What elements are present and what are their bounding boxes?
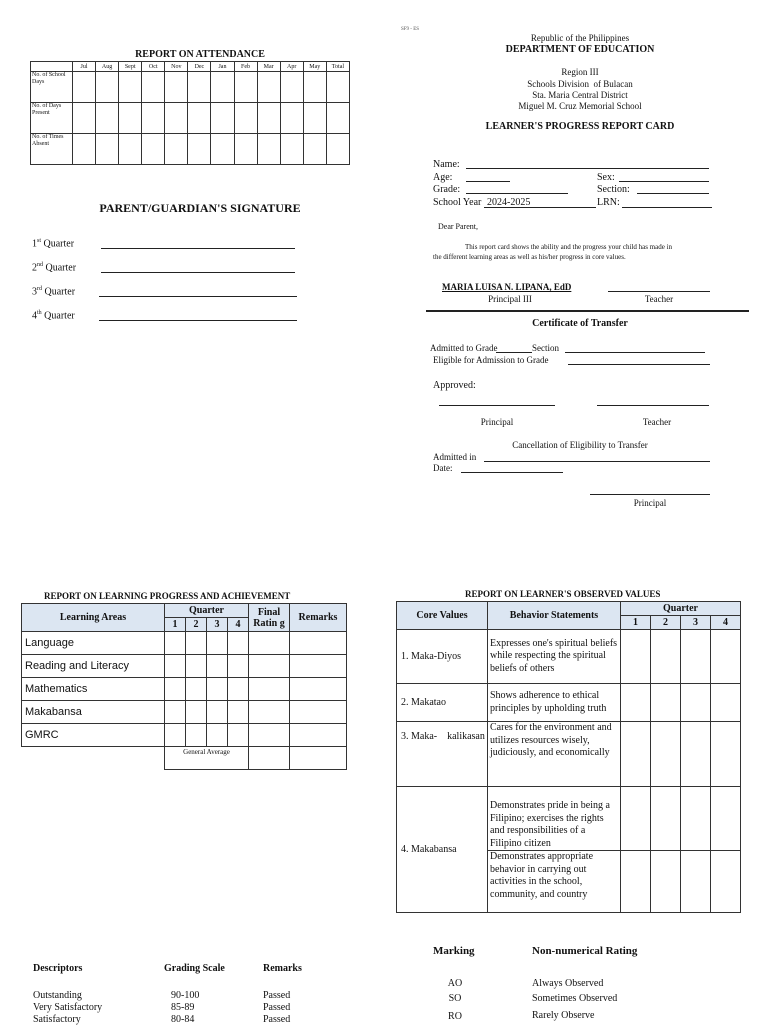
quarter-number: 1 <box>621 616 651 630</box>
value-cell[interactable] <box>711 630 741 684</box>
final-cell[interactable] <box>249 678 290 701</box>
month-header: Oct <box>142 62 165 72</box>
quarter-suffix: rd <box>37 286 42 292</box>
remarks-header: Remarks <box>290 604 347 632</box>
value-cell[interactable] <box>711 851 741 913</box>
grade-cell[interactable] <box>228 701 249 724</box>
grade-label: Grade: <box>433 184 461 195</box>
admitted-in-label: Admitted in <box>433 452 477 462</box>
attendance-cell[interactable] <box>211 134 234 165</box>
final-cell[interactable] <box>249 724 290 747</box>
mark: SO <box>448 993 462 1004</box>
general-average-cell[interactable] <box>249 747 290 770</box>
core-value: 2. Makatao <box>397 684 488 722</box>
attendance-cell[interactable] <box>142 72 165 103</box>
name-label: Name: <box>433 159 460 170</box>
name-input[interactable] <box>466 158 709 169</box>
name-field <box>433 159 460 170</box>
principal-label: Principal <box>480 417 514 427</box>
eligible-label: Eligible for Admission to Grade <box>433 355 549 365</box>
value-cell[interactable] <box>621 851 651 913</box>
attendance-cell[interactable] <box>326 134 349 165</box>
quarter-number: 2 <box>186 618 207 632</box>
scale: 80-84 <box>171 1014 195 1025</box>
division: Schools Division of Bulacan <box>527 79 633 89</box>
teacher-title: Teacher <box>644 294 674 304</box>
attendance-cell[interactable] <box>257 134 280 165</box>
attendance-cell[interactable] <box>188 72 211 103</box>
final-cell[interactable] <box>249 655 290 678</box>
teacher-label: Teacher <box>642 417 672 427</box>
remarks-header: Remarks <box>263 963 302 974</box>
quarter-label: Quarter <box>44 310 75 322</box>
behavior-statement: Shows adherence to ethical principles by upholding truth <box>488 684 621 722</box>
grade-cell[interactable] <box>207 678 228 701</box>
learning-table <box>21 603 347 770</box>
value-cell[interactable] <box>711 787 741 851</box>
remarks-cell[interactable] <box>290 632 347 655</box>
grade-cell[interactable] <box>165 632 186 655</box>
value-cell[interactable] <box>621 787 651 851</box>
attendance-cell[interactable] <box>326 72 349 103</box>
attendance-cell[interactable] <box>72 72 95 103</box>
grade-cell[interactable] <box>186 655 207 678</box>
value-cell[interactable] <box>681 684 711 722</box>
attendance-cell[interactable] <box>96 103 119 134</box>
republic: Republic of the Philippines <box>530 33 630 43</box>
behavior-statement: Demonstrates appropriate behavior in carrying out activities in the school, community, and country <box>488 851 621 913</box>
quarter-suffix: st <box>37 238 42 244</box>
learning-title: REPORT ON LEARNING PROGRESS AND ACHIEVEMENT <box>44 591 291 601</box>
attendance-cell[interactable] <box>280 103 303 134</box>
principal-label: Principal <box>633 498 667 508</box>
attendance-cell[interactable] <box>211 103 234 134</box>
learning-area: Makabansa <box>22 701 165 724</box>
rating: Sometimes Observed <box>532 993 618 1004</box>
behavior-statement: Demonstrates pride in being a Filipino; exercises the rights and responsibilities of a Filipino citizen <box>488 787 621 851</box>
school-year-value[interactable]: 2024-2025 <box>484 197 596 208</box>
remark: Passed <box>263 1002 291 1013</box>
month-header: Sept <box>119 62 142 72</box>
grade-cell[interactable] <box>228 678 249 701</box>
blank-cell <box>22 747 165 770</box>
value-cell[interactable] <box>711 722 741 787</box>
form-code: SF9 - ES <box>401 27 420 32</box>
section-label: Section: <box>597 184 630 195</box>
grade-input[interactable] <box>466 183 568 194</box>
approved-label: Approved: <box>433 380 476 391</box>
grade-cell[interactable] <box>207 701 228 724</box>
quarter-number: 1 <box>165 618 186 632</box>
cancellation-title: Cancellation of Eligibility to Transfer <box>512 440 648 450</box>
value-cell[interactable] <box>621 722 651 787</box>
descriptor: Outstanding <box>33 990 82 1001</box>
mark: RO <box>448 1011 462 1022</box>
grade-cell[interactable] <box>186 701 207 724</box>
grade-cell[interactable] <box>165 655 186 678</box>
attendance-cell[interactable] <box>234 134 257 165</box>
core-value: 3. Maka- kalikasan <box>397 722 488 787</box>
values-title: REPORT ON LEARNER'S OBSERVED VALUES <box>465 589 661 599</box>
remarks-cell[interactable] <box>290 678 347 701</box>
value-cell[interactable] <box>651 851 681 913</box>
month-header: Aug <box>96 62 119 72</box>
lrn-input[interactable] <box>622 196 712 208</box>
date-label: Date: <box>433 463 453 473</box>
attendance-cell[interactable] <box>96 72 119 103</box>
learning-area: Language <box>22 632 165 655</box>
quarter-number: 1 <box>32 238 37 250</box>
quarter-label: Quarter <box>43 238 75 250</box>
month-header: Nov <box>165 62 188 72</box>
signature-line[interactable] <box>101 238 295 249</box>
grade-cell[interactable] <box>207 724 228 747</box>
attendance-corner <box>31 62 73 72</box>
quarter-3-signature <box>32 286 75 297</box>
grade-cell[interactable] <box>186 632 207 655</box>
value-cell[interactable] <box>681 851 711 913</box>
attendance-row-label: No. of School Days <box>31 72 73 103</box>
month-header: May <box>303 62 326 72</box>
lrn-label: LRN: <box>597 197 620 208</box>
principal-title: Principal III <box>488 294 532 304</box>
grade-cell[interactable] <box>165 701 186 724</box>
date-input[interactable] <box>461 462 563 473</box>
attendance-title: REPORT ON ATTENDANCE <box>135 49 265 60</box>
school-name: Miguel M. Cruz Memorial School <box>518 101 642 111</box>
value-cell[interactable] <box>681 787 711 851</box>
attendance-cell[interactable] <box>211 72 234 103</box>
grade-cell[interactable] <box>165 724 186 747</box>
month-header: Dec <box>188 62 211 72</box>
salutation: Dear Parent, <box>438 222 478 231</box>
value-cell[interactable] <box>711 684 741 722</box>
month-header: Mar <box>257 62 280 72</box>
sex-label: Sex: <box>597 172 615 183</box>
scale: 85-89 <box>171 1002 195 1013</box>
descriptor: Satisfactory <box>33 1014 81 1025</box>
attendance-cell[interactable] <box>188 134 211 165</box>
attendance-cell[interactable] <box>96 134 119 165</box>
behavior-statement: Cares for the environment and utilizes resources wisely, judiciously, and economically <box>488 722 621 787</box>
quarter-number: 4 <box>711 616 741 630</box>
rating-header: Non-numerical Rating <box>532 945 638 957</box>
remark: Passed <box>263 1014 291 1025</box>
attendance-cell[interactable] <box>234 103 257 134</box>
descriptor: Very Satisfactory <box>33 1002 103 1013</box>
attendance-cell[interactable] <box>257 103 280 134</box>
admitted-grade-input[interactable] <box>496 342 532 353</box>
value-cell[interactable] <box>681 722 711 787</box>
attendance-cell[interactable] <box>303 134 326 165</box>
quarter-number: 3 <box>681 616 711 630</box>
signature-line[interactable] <box>99 286 297 297</box>
remarks-cell[interactable] <box>290 724 347 747</box>
attendance-cell[interactable] <box>188 103 211 134</box>
value-cell[interactable] <box>651 684 681 722</box>
age-label: Age: <box>433 172 453 183</box>
age-input[interactable] <box>466 171 510 182</box>
letter-body-1: This report card shows the ability and the progress your child has made in <box>465 243 673 251</box>
attendance-cell[interactable] <box>72 103 95 134</box>
attendance-cell[interactable] <box>72 134 95 165</box>
transfer-title: Certificate of Transfer <box>532 318 628 329</box>
school-year-label: School Year <box>433 197 482 208</box>
quarter-number: 3 <box>32 286 37 298</box>
final-cell[interactable] <box>249 632 290 655</box>
quarter-2-signature <box>32 262 76 273</box>
quarter-1-signature <box>32 238 74 249</box>
department: DEPARTMENT OF EDUCATION <box>505 44 655 55</box>
signature-line[interactable] <box>99 310 297 321</box>
quarter-4-signature <box>32 310 75 321</box>
final-cell[interactable] <box>249 701 290 724</box>
month-header: Feb <box>234 62 257 72</box>
district: Sta. Maria Central District <box>532 90 628 100</box>
core-value: 4. Makabansa <box>397 787 488 913</box>
signature-title: PARENT/GUARDIAN'S SIGNATURE <box>99 201 301 215</box>
final-rating-header: Final Ratin g <box>249 604 290 632</box>
attendance-cell[interactable] <box>119 72 142 103</box>
grade-cell[interactable] <box>228 724 249 747</box>
quarter-number: 4 <box>32 310 37 322</box>
card-title: LEARNER'S PROGRESS REPORT CARD <box>485 121 675 132</box>
core-values-header: Core Values <box>397 602 488 630</box>
principal-name: MARIA LUISA N. LIPANA, EdD <box>442 282 572 292</box>
behavior-header: Behavior Statements <box>488 602 621 630</box>
quarter-label: Quarter <box>44 286 76 298</box>
mark: AO <box>447 978 463 989</box>
sex-input[interactable] <box>619 171 709 182</box>
attendance-cell[interactable] <box>303 103 326 134</box>
grade-cell[interactable] <box>207 632 228 655</box>
quarter-header: Quarter <box>621 602 741 616</box>
attendance-cell[interactable] <box>119 134 142 165</box>
admitted-in-input[interactable] <box>484 451 710 462</box>
month-header: Jan <box>211 62 234 72</box>
eligible-input[interactable] <box>568 354 710 365</box>
attendance-row-label: No. of Times Absent <box>31 134 73 165</box>
rating: Rarely Observe <box>532 1010 595 1021</box>
teacher-signature-line[interactable] <box>608 282 710 292</box>
value-cell[interactable] <box>621 684 651 722</box>
principal-signature-line[interactable] <box>439 405 555 406</box>
learning-area: GMRC <box>22 724 165 747</box>
grade-cell[interactable] <box>186 724 207 747</box>
transfer-section-label: Section <box>532 343 559 353</box>
region: Region III <box>561 67 599 77</box>
grading-scale-header: Grading Scale <box>164 963 225 974</box>
learning-area: Reading and Literacy <box>22 655 165 678</box>
quarter-label: Quarter <box>45 262 77 274</box>
admitted-grade-label: Admitted to Grade <box>430 343 498 353</box>
value-cell[interactable] <box>651 722 681 787</box>
quarter-suffix: th <box>37 310 42 316</box>
descriptors-header: Descriptors <box>33 963 83 974</box>
section-input[interactable] <box>637 183 709 194</box>
attendance-cell[interactable] <box>280 134 303 165</box>
letter-body-2: the different learning areas as well as his/her progress in core values. <box>433 253 626 261</box>
transfer-section-input[interactable] <box>565 342 705 353</box>
principal-signature-line[interactable] <box>590 494 710 495</box>
attendance-cell[interactable] <box>303 72 326 103</box>
value-cell[interactable] <box>651 630 681 684</box>
divider <box>426 310 749 312</box>
attendance-row-label: No. of Days Present <box>31 103 73 134</box>
value-cell[interactable] <box>651 787 681 851</box>
grade-cell[interactable] <box>207 655 228 678</box>
attendance-cell[interactable] <box>165 103 188 134</box>
remarks-cell[interactable] <box>290 701 347 724</box>
value-cell[interactable] <box>681 630 711 684</box>
month-header: Jul <box>72 62 95 72</box>
learning-area: Mathematics <box>22 678 165 701</box>
grade-cell[interactable] <box>165 678 186 701</box>
month-header: Apr <box>280 62 303 72</box>
attendance-cell[interactable] <box>119 103 142 134</box>
scale: 90-100 <box>171 990 200 1001</box>
attendance-cell[interactable] <box>165 134 188 165</box>
attendance-cell[interactable] <box>165 72 188 103</box>
remark: Passed <box>263 990 291 1001</box>
attendance-cell[interactable] <box>142 103 165 134</box>
attendance-cell[interactable] <box>234 72 257 103</box>
signature-line[interactable] <box>101 262 295 273</box>
rating: Always Observed <box>532 978 604 989</box>
value-cell[interactable] <box>621 630 651 684</box>
month-header: Total <box>326 62 349 72</box>
attendance-cell[interactable] <box>326 103 349 134</box>
marking-header: Marking <box>433 945 475 957</box>
behavior-statement: Expresses one's spiritual beliefs while respecting the spiritual beliefs of others <box>488 630 621 684</box>
grade-cell[interactable] <box>186 678 207 701</box>
quarter-number: 2 <box>32 262 37 274</box>
attendance-cell[interactable] <box>142 134 165 165</box>
attendance-table <box>30 61 350 165</box>
attendance-cell[interactable] <box>280 72 303 103</box>
quarter-number: 4 <box>228 618 249 632</box>
learning-areas-header: Learning Areas <box>22 604 165 632</box>
core-value: 1. Maka-Diyos <box>397 630 488 684</box>
quarter-suffix: nd <box>37 262 43 268</box>
grade-cell[interactable] <box>228 632 249 655</box>
values-table <box>396 601 741 913</box>
quarter-number: 3 <box>207 618 228 632</box>
remarks-cell[interactable] <box>290 655 347 678</box>
quarter-number: 2 <box>651 616 681 630</box>
teacher-signature-line[interactable] <box>597 405 709 406</box>
quarter-header: Quarter <box>165 604 249 618</box>
grade-cell[interactable] <box>228 655 249 678</box>
general-average-remarks[interactable] <box>290 747 347 770</box>
attendance-cell[interactable] <box>257 72 280 103</box>
general-average-label: General Average <box>165 747 249 770</box>
